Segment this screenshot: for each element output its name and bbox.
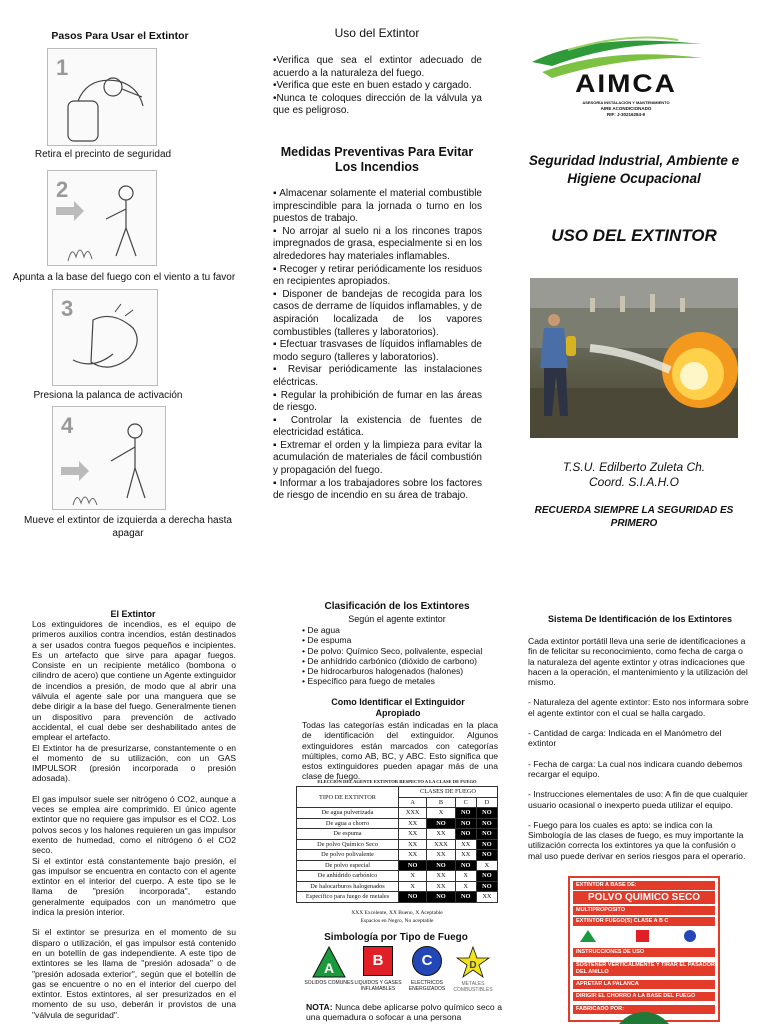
table-class-header: A [399,797,427,808]
svg-text:A: A [323,960,335,976]
label-class-icons [578,928,714,944]
sistema-title: Sistema De Identificación de los Extintores [547,614,733,624]
medidas-item: ▪ No arrojar al suelo ni a los rincones trapos impregnados de grasa, especialmente si en los alrededores hay materiales inflamables. [273,225,483,262]
table-cell: XX [427,881,455,892]
fire-class-c-symbol [402,946,452,992]
label-row-sostener: SOSTENER VERTICALMENTE Y TIRAR EL PASADOR DEL ANILLO [573,962,715,976]
table-class-header: B [427,797,455,808]
step-1-number: 1 [56,55,69,80]
medidas-item: ▪ Almacenar solamente el material combustible imprescindible para la jornada o turno en los puestos de trabajo. [273,188,482,225]
medidas-title: Medidas Preventivas Para Evitar Los Incendios [280,145,474,174]
step-1-illustration [47,48,157,146]
table-legend-2: Espacios en Negro, No aceptable [360,918,434,924]
table-row-name: De polvo polivalente [297,850,399,861]
table-cell: XX [399,839,427,850]
step-4-illustration [52,406,166,510]
table-col-tipo: TIPO DE EXTINTOR [297,787,399,808]
nota-block [306,1002,502,1023]
medidas-item: ▪ Disponer de bandejas de recogida para los casos de derrame de líquidos inflamables, y de aspiración localizada de los vapores combustibles (talleres y laboratorios). [273,288,483,338]
uso-list [273,55,482,118]
table-cell: NO [455,808,476,819]
square-b-icon: B [363,946,393,976]
step-2-caption: Apunta a la base del fuego con el viento a tu favor [12,272,236,283]
clasificacion-item: • De hidrocarburos halogenados (halones) [302,666,464,677]
step-2-illustration [47,170,157,266]
step-3-number: 3 [61,296,74,321]
table-cell: XXX [427,839,455,850]
clasificacion-item: • De anhídrido carbónico (dióxido de carbono) [302,655,477,666]
steps-title: Pasos Para Usar el Extintor [51,30,189,42]
logo-rif: RIF: J-30216284-9 [606,112,646,117]
table-cell: XX [399,850,427,861]
medidas-item: ▪ Regular la prohibición de fumar en las áreas de riesgo. [273,389,482,414]
triangle-a-icon [312,946,346,978]
uso-title: Uso del Extintor [334,26,420,40]
table-cell: XX [476,892,497,903]
table-row-name: De polvo Químico Seco [297,839,399,850]
fire-class-d-label: METALES COMBUSTIBLES [453,981,493,993]
table-row [297,850,498,861]
table-cell: X [476,860,497,871]
table-cell: NO [399,860,427,871]
cover-title: USO DEL EXTINTOR [551,226,717,245]
table-cell: NO [455,818,476,829]
medidas-item: ▪ Recoger y retirar periódicamente los residuos en recipientes apropiados. [273,263,482,288]
logo-wordmark: AIMCA [575,69,677,98]
label-row-base: EXTINTOR A BASE DE: [573,881,715,890]
table-cell: X [455,881,476,892]
author-name: T.S.U. Edilberto Zuleta Ch. [562,460,706,474]
uso-item: •Verifica que este en buen estado y cargado. [273,80,472,92]
label-row-fabricado: FABRICADO POR: [573,1005,715,1014]
table-cell: X [455,871,476,882]
clasificacion-list [302,625,502,687]
cover-subtitle: Seguridad Industrial, Ambiente e Higiene Ocupacional [528,153,740,186]
table-cell: NO [455,829,476,840]
simbologia-title: Simbología por Tipo de Fuego [324,932,468,943]
table-cell: NO [476,818,497,829]
author-block [514,460,754,490]
table-cell: XX [427,829,455,840]
step-4-number: 4 [61,413,74,438]
table-row [297,871,498,882]
sistema-paragraph: - Fecha de carga: La cual nos indicara cuando debemos recargar el equipo. [528,758,743,779]
step-1-caption: Retira el precinto de seguridad [34,149,172,160]
como-identificar-title: Como Identificar el Extinguidor Apropiado [331,697,465,718]
extinguisher-label [568,876,720,1022]
nota-text: Nunca debe aplicarse polvo químico seco a una quemadura o sofocar a una persona [306,1002,502,1023]
table-cell: XXX [399,808,427,819]
sistema-paragraph: - Instrucciones elementales de uso: A fin de que cualquier usuario ocasional o inexperto pueda utilizar el equipo. [528,789,748,810]
table-row [297,818,498,829]
label-row-apretar: APRETAR LA PALANCA [573,980,715,989]
sistema-text [528,636,752,861]
extintor-paragraph: El Extintor ha de presurizarse, constantemente o en el momento de su utilización, con un GAS IMPULSOR (presión incorporada o presión adosada). [32,742,236,784]
extintor-title: El Extintor [110,609,156,619]
table-cell: NO [476,881,497,892]
table-row-name: De espuma [297,829,399,840]
table-class-header: C [455,797,476,808]
table-caption: ELECCIÓN DEL AGENTE EXTINTOR RESPECTO A LA CLASE DE FUEGO [317,779,477,784]
step-4-caption: Mueve el extintor de izquierda a derecha hasta apagar [24,515,232,539]
table-row [297,829,498,840]
fire-class-a-label: SOLIDOS COMUNES [304,980,354,986]
table-row-name: De agua pulverizada [297,808,399,819]
logo-line-2: AIRE ACONDICIONADO [600,106,652,111]
table-row-name: De polvo especial [297,860,399,871]
fire-class-c-label: ELECTRICOS ENERGIZADOS [408,980,446,992]
table-cell: XX [399,818,427,829]
table-cell: X [399,871,427,882]
remember-slogan: RECUERDA SIEMPRE LA SEGURIDAD ES PRIMERO [534,505,734,529]
circle-c-icon: C [412,946,442,976]
fire-class-b-symbol [353,946,403,992]
uso-item: •Verifica que sea el extintor adecuado de acuerdo a la naturaleza del fuego. [273,55,482,79]
uso-item: •Nunca te coloques dirección de la válvula ya que es peligroso. [273,92,482,117]
medidas-item: ▪ Extremar el orden y la limpieza para evitar la acumulación de materiales de fácil combustión y propagación del fuego. [273,439,482,477]
step-3-caption: Presiona la palanca de activación [33,390,183,401]
table-legend-1: XXX Excelente, XX Bueno, X Aceptable [351,910,443,916]
fire-class-d-symbol [448,946,498,993]
table-cell: NO [476,829,497,840]
extintor-paragraph: Si el extintor está constantemente bajo presión, el gas impulsor se encuentra en contacto con el agente extintor en el interior del cuerpo. A este tipo se le llama de "presión incorporada", estando generalmente equipados con un manómetro que indica la presión interior. [32,855,236,918]
label-row-instrucciones: INSTRUCCIONES DE USO [573,948,715,957]
extintor-paragraph: El gas impulsor suele ser nitrógeno ó CO2, aunque a veces se emplea aire comprimido. El único agente extintor que no requiere gas impulsor es el CO2. Los polvos secos y los halones requieren un gas impulsor exento de humedad, como el nitrógeno ó el CO2 seco. [32,793,236,856]
sistema-paragraph: - Naturaleza del agente extintor: Esto nos informara sobre el agente extintor con el cual se halla cargado. [528,697,749,718]
label-row-multiproposito: MULTIPROPOSITO [573,906,715,915]
table-class-header: D [476,797,497,808]
table-row [297,839,498,850]
table-cell: NO [455,860,476,871]
table-cell: X [399,881,427,892]
step-2-number: 2 [56,177,69,202]
sistema-paragraph: - Cantidad de carga: Indicada en el Manómetro del extintor [528,728,722,749]
table-cell: XX [455,850,476,861]
sistema-paragraph: - Fuego para los cuales es apto: se indica con la Simbología de las clases de fuego, es muy importante la utilización correcta los extintores ya que la confusión o mal uso puede derivar en serios riesgos para el operario. [528,819,746,861]
table-row [297,808,498,819]
sistema-paragraph: Cada extintor portátil lleva una serie de identificaciones a fin de felicitar su reconocimiento, como fecha de carga o la naturaleza del agente extintor y otras indicaciones que hacen a la operación, el mantenimiento y la utilización del mismo. [528,636,748,688]
table-cell: NO [455,892,476,903]
table-row [297,881,498,892]
table-row [297,860,498,871]
author-role: Coord. S.I.A.H.O [588,475,680,489]
medidas-list [273,188,482,503]
table-cell: XX [427,871,455,882]
fire-extinguisher-photo [530,278,738,438]
logo-line-1: ASESORÍA INSTALACIÓN Y MANTENIMIENTO [582,100,670,105]
clasificacion-title: Clasificación de los Extintores [324,601,470,612]
label-row-polvo: POLVO QUIMICO SECO [573,891,715,904]
fire-class-a-symbol [304,946,354,986]
table-cell: NO [476,808,497,819]
nota-label: NOTA: [306,1002,333,1012]
table-cell: XX [399,829,427,840]
fire-class-table [296,786,498,903]
medidas-item: ▪ Efectuar trasvases de líquidos inflamables de modo seguro (talleres y laboratorios). [273,339,482,363]
medidas-item: ▪ Revisar periódicamente las instalaciones eléctricas. [273,364,482,388]
como-identificar-text: Todas las categorías están indicadas en la placa de identificación del extinguidor. Algunos extinguidores están marcados con categorías múltiples, como AB, BC, y ABC. Esto significa que estos extinguidores pueden apagar más de una clase de fuego. [302,720,498,782]
clasificacion-item: • De polvo: Químico Seco, polivalente, especial [302,645,483,656]
extintor-paragraph: Los extinguidores de incendios, es el equipo de primeros auxilios contra incendios, están destinados a ser usados contra fuegos pequeños e incipientes. Es un artefacto que sirve para apagar fuegos. Consiste en un recipiente metálico (bombona o cilindro de acero) que contiene un Agente extinguidor de incendios a presión, de modo que al abrir una válvula el agente sale por una manguera que se debe dirigir a la base del fuego. Generalmente tienen un dispositivo para prevención de activado accidental, el cual debe ser deshabilitado antes de emplear el artefacto. [32,619,236,743]
step-3-illustration [52,289,158,386]
table-cell: NO [399,892,427,903]
clasificacion-item: • De espuma [302,635,352,646]
table-cell: NO [476,839,497,850]
label-row-clase: EXTINTOR FUEGO(S) CLASE A B C [573,917,715,926]
star-d-icon [456,946,490,980]
clasificacion-item: • De agua [302,625,340,635]
table-row [297,892,498,903]
label-row-dirigir: DIRIGIR EL CHORRO A LA BASE DEL FUEGO [573,992,715,1001]
table-cell: XX [455,839,476,850]
extintor-paragraph: Si el extintor se presuriza en el momento de su disparo o utilización, el gas impulsor está contenido en un botellín de gas independiente. A este tipo de extintores se les llama de "presión adosada" o de "presión adosada exterior", según que el botellín de gas se encuentre o no en el interior del cuerpo del extintor. Estos extintores, al ser presurizados en el momento de su uso, deberán ir provistos de una "válvula de seguridad". [32,927,236,1020]
table-cell: NO [427,818,455,829]
table-cell: NO [427,860,455,871]
table-cell: XX [427,850,455,861]
medidas-item: ▪ Informar a los trabajadores sobre los factores de riesgo de incendio en su área de trabajo. [273,477,482,502]
fire-class-b-label: LIQUIDOS Y GASES INFLAMABLES [354,980,402,992]
extintor-text [32,619,236,1020]
clasificacion-subtitle: Según el agente extintor [348,614,446,624]
table-row-name: De halocarburos halogenados [297,881,399,892]
table-cell: NO [476,850,497,861]
table-cell: NO [476,871,497,882]
table-cell: NO [427,892,455,903]
table-row-name: Específico para fuego de metales [297,892,399,903]
company-logo [528,28,708,128]
table-col-clases: CLASES DE FUEGO [399,787,498,798]
table-cell: X [427,808,455,819]
table-row-name: De anhídrido carbónico [297,871,399,882]
medidas-item: ▪ Controlar la existencia de fuentes de electricidad estática. [273,414,482,439]
table-row-name: De agua a chorro [297,818,399,829]
svg-text:D: D [469,960,477,971]
clasificacion-item: • Específico para fuego de metales [302,676,435,687]
